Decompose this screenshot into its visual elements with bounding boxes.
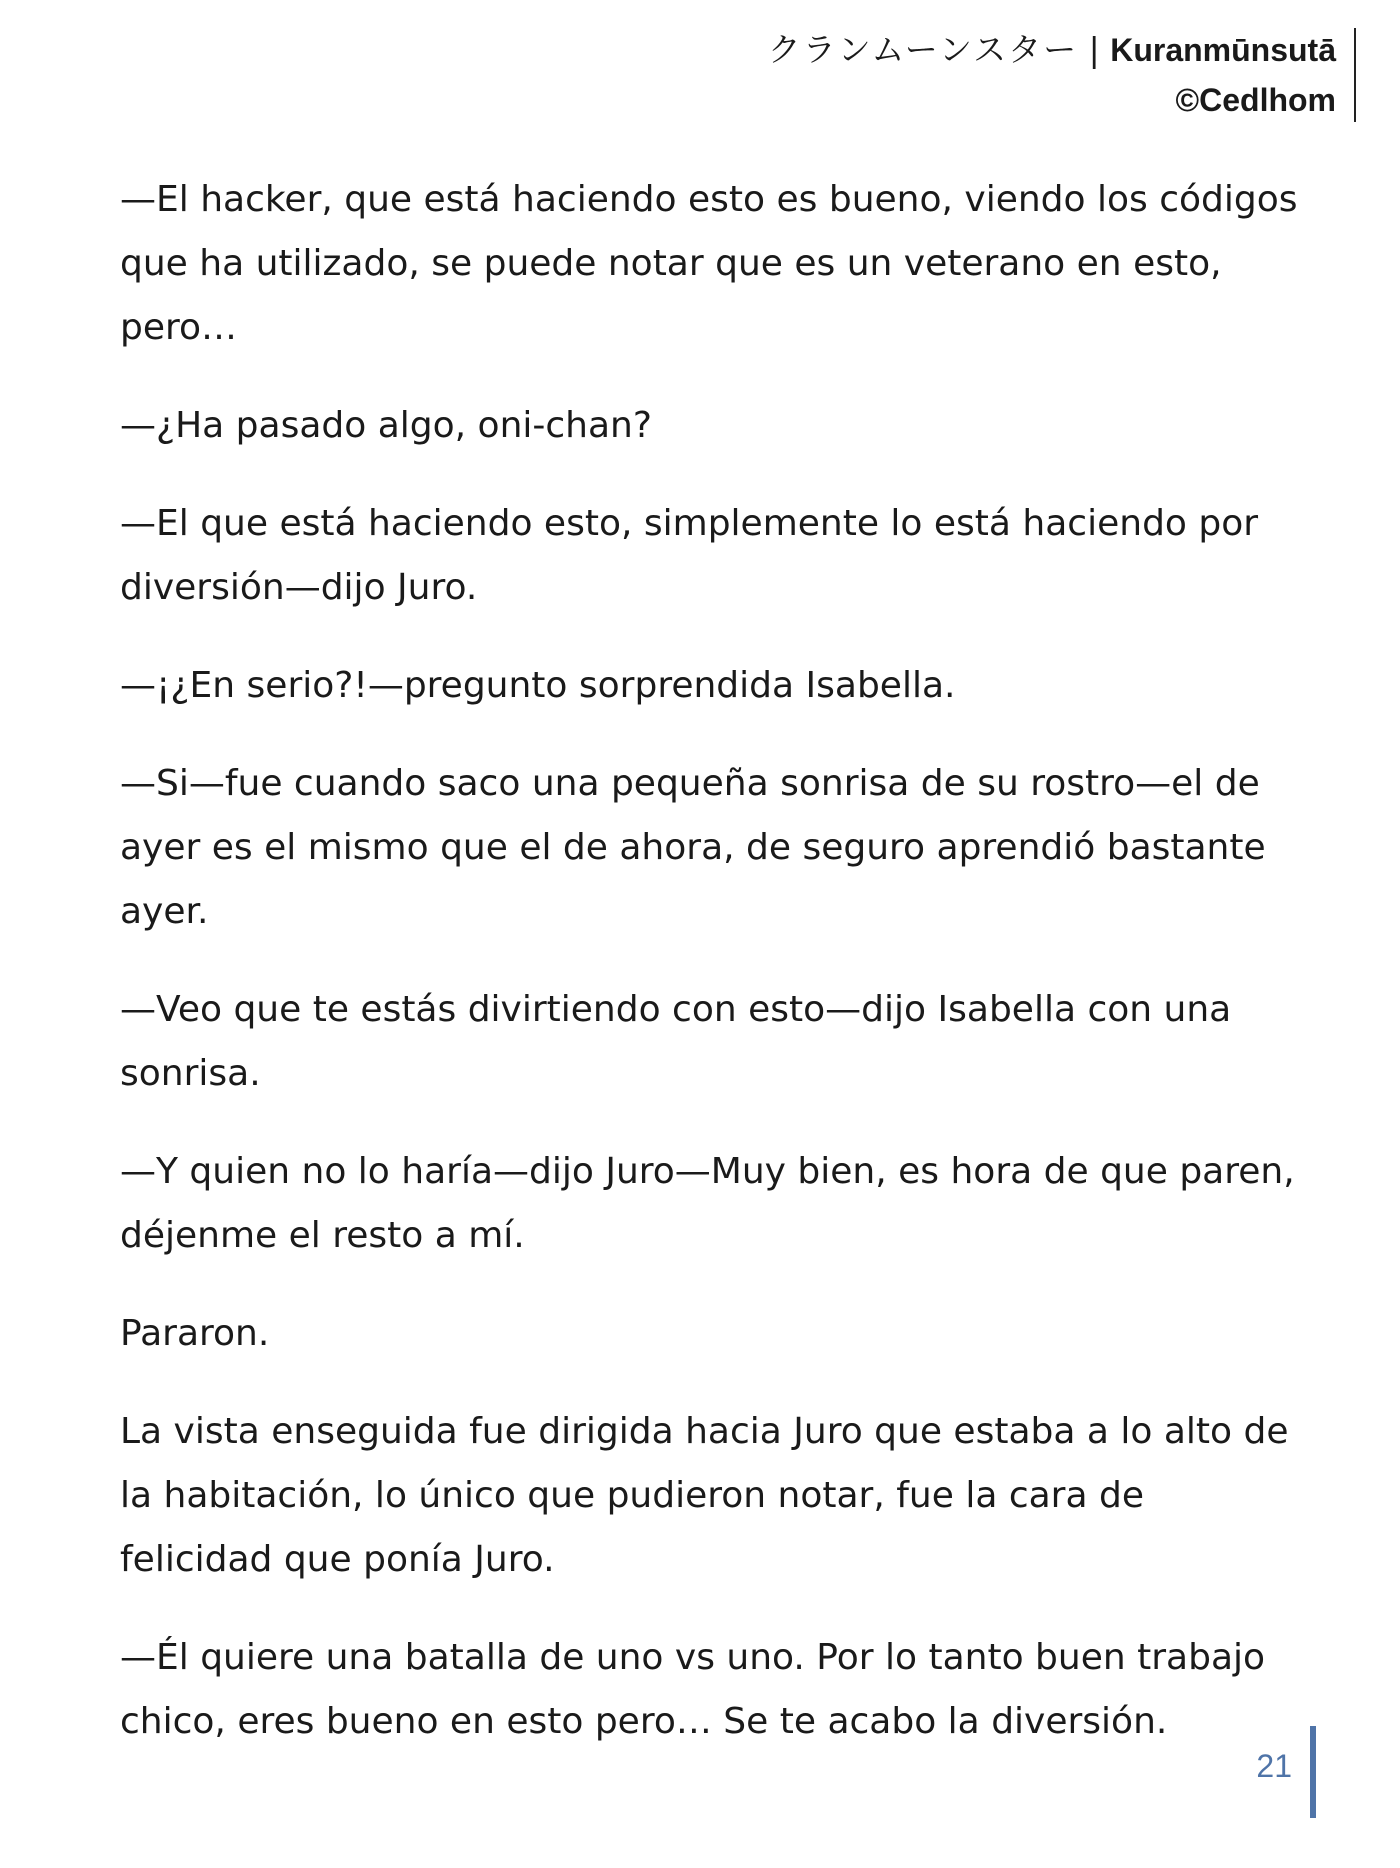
header-title-line [768, 24, 1336, 76]
paragraph-4: —¡¿En serio?!—pregunto sorprendida Isabella. [120, 665, 956, 706]
header-text-block [768, 24, 1336, 124]
footer-vertical-rule [1310, 1726, 1316, 1818]
paragraph-10: —Él quiere una batalla de uno vs uno. Por lo tanto buen trabajo chico, eres bueno en esto pero… Se te acabo la diversión. [120, 1637, 1266, 1742]
page-header [566, 24, 1366, 124]
page-number: 21 [1256, 1748, 1292, 1784]
header-vertical-rule [1354, 28, 1356, 122]
paragraph-2: —¿Ha pasado algo, oni-chan? [120, 405, 652, 446]
page-footer [1176, 1726, 1316, 1818]
paragraph-7: —Y quien no lo haría—dijo Juro—Muy bien, es hora de que paren, déjenme el resto a mí. [120, 1151, 1295, 1256]
paragraph-6: —Veo que te estás divirtiendo con esto—dijo Isabella con una sonrisa. [120, 989, 1232, 1094]
header-japanese-title: クランムーンスター [767, 30, 1079, 69]
paragraph-3: —El que está haciendo esto, simplemente lo está haciendo por diversión—dijo Juro. [120, 503, 1259, 608]
header-copyright: ©Cedlhom [1175, 82, 1336, 118]
page-body [120, 168, 1300, 1788]
header-separator: | [1088, 30, 1100, 69]
paragraph-1: —El hacker, que está haciendo esto es bueno, viendo los códigos que ha utilizado, se puede notar que es un veterano en esto, pero… [120, 179, 1298, 348]
paragraph-9: La vista enseguida fue dirigida hacia Juro que estaba a lo alto de la habitación, lo único que pudieron notar, fue la cara de felicidad que ponía Juro. [120, 1411, 1289, 1580]
paragraph-5: —Si—fue cuando saco una pequeña sonrisa de su rostro—el de ayer es el mismo que el de ahora, de seguro aprendió bastante ayer. [120, 763, 1266, 932]
header-romanized-title: Kuranmūnsutā [1110, 32, 1336, 68]
paragraph-8: Pararon. [120, 1313, 270, 1354]
